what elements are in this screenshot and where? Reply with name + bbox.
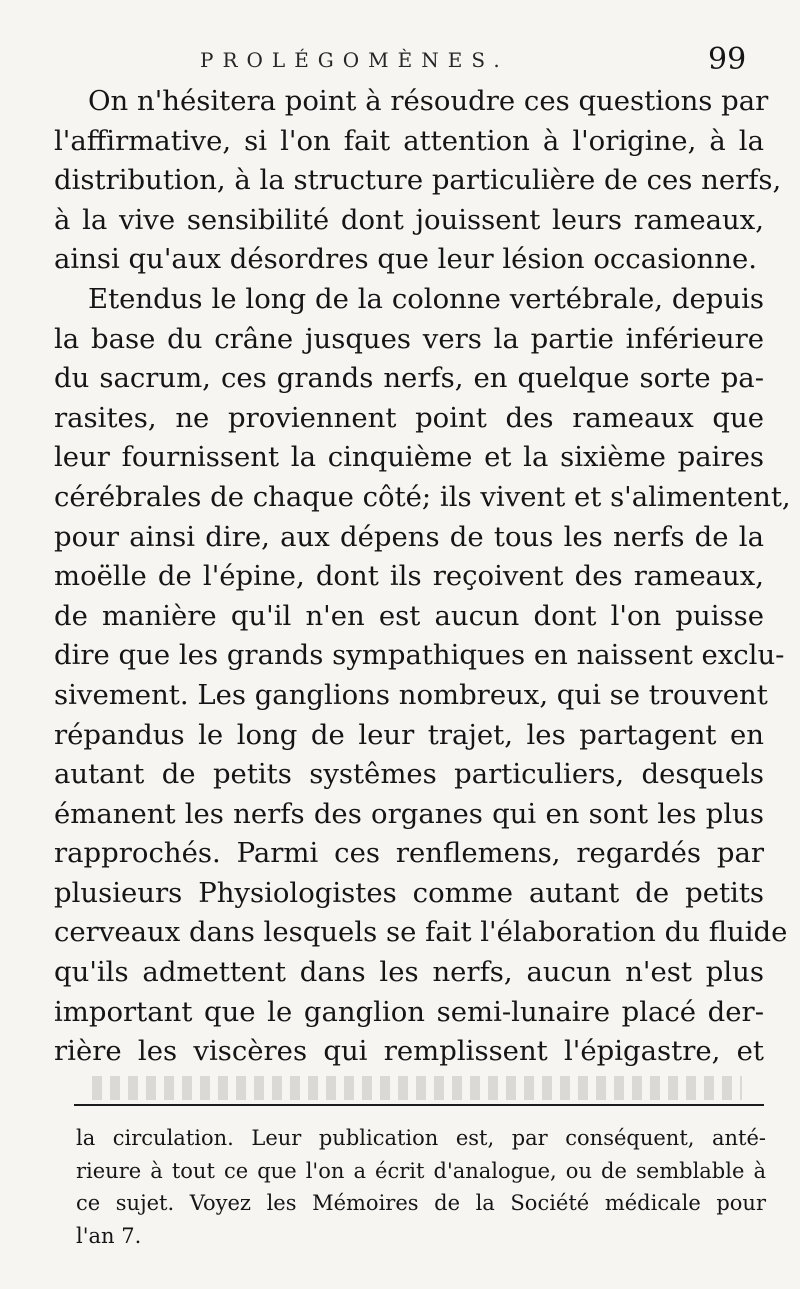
text-line: important que le ganglion semi-lunaire placé der- xyxy=(54,995,764,1028)
text-line: On n'hésitera point à résoudre ces questions par xyxy=(88,85,769,117)
text-line: de manière qu'il n'en est aucun dont l'on puisse xyxy=(54,599,764,632)
footnote-line: la circulation. Leur publication est, par conséquent, anté- xyxy=(76,1126,766,1150)
text-line: du sacrum, ces grands nerfs, en quelque sorte pa- xyxy=(54,362,764,395)
text-line: leur fournissent la cinquième et la sixième paires xyxy=(54,441,764,474)
text-line: la base du crâne jusques vers la partie inférieure xyxy=(54,322,764,355)
footnote-rule xyxy=(74,1104,764,1106)
text-line: répandus le long de leur trajet, les partagent en xyxy=(54,718,764,751)
text-line: rapprochés. Parmi ces renflemens, regardés par xyxy=(54,837,764,870)
footnote-line: ce sujet. Voyez les Mémoires de la Société médicale pour xyxy=(76,1191,766,1215)
footnote-line: l'an 7. xyxy=(76,1223,142,1248)
text-line: pour ainsi dire, aux dépens de tous les nerfs de la xyxy=(54,520,764,553)
text-line: moëlle de l'épine, dont ils reçoivent des rameaux, xyxy=(54,560,764,593)
footnote-line: rieure à tout ce que l'on a écrit d'analogue, ou de semblable à xyxy=(76,1158,766,1183)
text-line: cerveaux dans lesquels se fait l'élaboration du fluide xyxy=(54,916,788,949)
text-line: rière les viscères qui remplissent l'épigastre, et xyxy=(54,1035,764,1068)
text-line: cérébrales de chaque côté; ils vivent et s'alimentent, xyxy=(54,480,791,513)
footnote xyxy=(76,1122,766,1252)
text-line: Etendus le long de la colonne vertébrale, depuis xyxy=(88,282,764,315)
show-through-text xyxy=(92,1076,742,1100)
text-line: ainsi qu'aux désordres que leur lésion occasionne. xyxy=(54,243,757,276)
text-line: plusieurs Physiologistes comme autant de petits xyxy=(54,876,764,909)
running-title: PROLÉGOMÈNES. xyxy=(200,48,509,72)
main-text xyxy=(54,82,791,1072)
page-number: 99 xyxy=(708,42,747,77)
text-line: qu'ils admettent dans les nerfs, aucun n'est plus xyxy=(54,956,764,989)
text-line: dire que les grands sympathiques en naissent exclu- xyxy=(54,639,785,672)
text-line: émanent les nerfs des organes qui en sont les plus xyxy=(54,797,764,830)
text-line: distribution, à la structure particulière de ces nerfs, xyxy=(54,164,782,197)
text-line: rasites, ne proviennent point des rameaux que xyxy=(54,401,764,434)
text-line: l'affirmative, si l'on fait attention à l'origine, à la xyxy=(54,124,764,157)
text-line: sivement. Les ganglions nombreux, qui se trouvent xyxy=(54,678,768,711)
text-line: à la vive sensibilité dont jouissent leurs rameaux, xyxy=(54,203,764,236)
text-line: autant de petits systêmes particuliers, desquels xyxy=(54,758,764,791)
